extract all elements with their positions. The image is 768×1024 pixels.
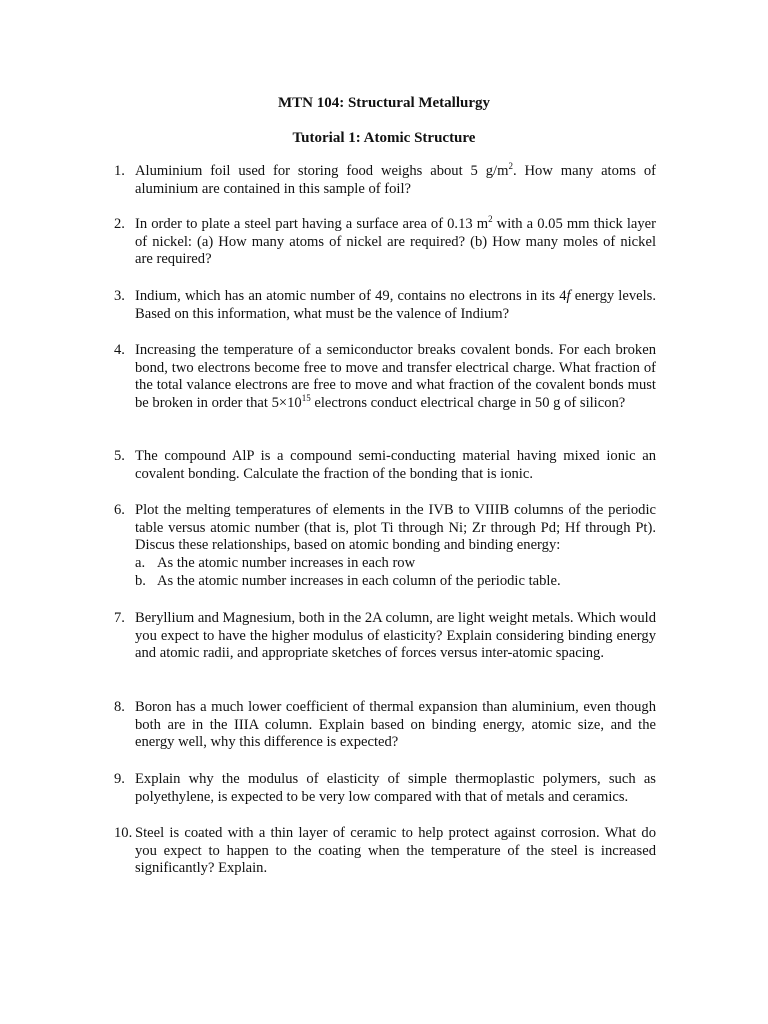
question-text: Boron has a much lower coefficient of thermal expansion than aluminium, even though both are in the IIIA column. Explain based on binding energy, atomic size, and the energy well, why this difference is expected? (135, 699, 656, 751)
question-4 (114, 342, 656, 413)
question-text: In order to plate a steel part having a surface area of 0.13 $m^2$ with a 0.05 mm thick layer of nickel: (a) How many atoms of nickel are required? (b) How many moles of nickel are required? (135, 214, 656, 268)
question-text: Steel is coated with a thin layer of ceramic to help protect against corrosion. What do you expect to happen to the coating when the temperature of the steel is increased significantly? Explain. (135, 825, 656, 877)
question-1 (114, 163, 656, 198)
question-number: 2. (114, 216, 125, 232)
sub-item-b (135, 573, 656, 591)
question-2 (114, 216, 656, 269)
question-text: Aluminium foil used for storing food weighs about 5 $g/m^2$. How many atoms of aluminium are contained in this sample of foil? (135, 161, 656, 197)
question-7 (114, 610, 656, 663)
question-text: The compound AlP is a compound semi-conducting material having mixed ionic an covalent bonding. Calculate the fraction of the bonding that is ionic. (135, 448, 656, 482)
question-text: Indium, which has an atomic number of 49, contains no electrons in its 4f energy levels. Based on this information, what must be the valence of Indium? (135, 288, 656, 322)
question-text: Increasing the temperature of a semiconductor breaks covalent bonds. For each broken bond, two electrons become free to move and transfer electrical charge. What fraction of the total valance electrons are free to move and what fraction of the covalent bonds must be broken in order that $5\times 10^{15}$ electrons conduct electrical charge in 50 g of silicon? (135, 342, 656, 412)
question-8 (114, 699, 656, 752)
question-number: 3. (114, 288, 125, 304)
sub-item-letter: a. (135, 555, 146, 572)
question-number: 5. (114, 448, 125, 464)
question-number: 4. (114, 342, 125, 358)
question-number: 7. (114, 610, 125, 626)
document-subtitle: Tutorial 1: Atomic Structure (292, 130, 476, 146)
question-number: 1. (114, 163, 125, 179)
question-number: 6. (114, 502, 125, 518)
question-10 (114, 825, 656, 878)
question-6 (114, 502, 656, 591)
question-5 (114, 448, 656, 483)
question-number: 10. (114, 825, 133, 841)
sub-item-a (135, 555, 656, 573)
sub-item-text: As the atomic number increases in each column of the periodic table. (157, 572, 561, 589)
question-9 (114, 771, 656, 806)
question-text: Plot the melting temperatures of elements in the IVB to VIIIB columns of the periodic table versus atomic number (that is, plot Ti through Ni; Zr through Pd; Hf through Pt). Discus these relationships, based on atomic bonding and binding energy: (135, 502, 656, 554)
document-title: MTN 104: Structural Metallurgy (277, 95, 491, 111)
question-text: Explain why the modulus of elasticity of simple thermoplastic polymers, such as polyethylene, is expected to be very low compared with that of metals and ceramics. (135, 771, 656, 805)
question-text: Beryllium and Magnesium, both in the 2A column, are light weight metals. Which would you expect to have the higher modulus of elasticity? Explain considering binding energy and atomic radii, and appropriate sketches of forces versus inter-atomic spacing. (135, 610, 656, 662)
sub-item-text: As the atomic number increases in each row (157, 555, 416, 572)
question-3 (114, 288, 656, 323)
question-number: 8. (114, 699, 125, 715)
sub-item-letter: b. (135, 572, 146, 589)
question-number: 9. (114, 771, 125, 787)
